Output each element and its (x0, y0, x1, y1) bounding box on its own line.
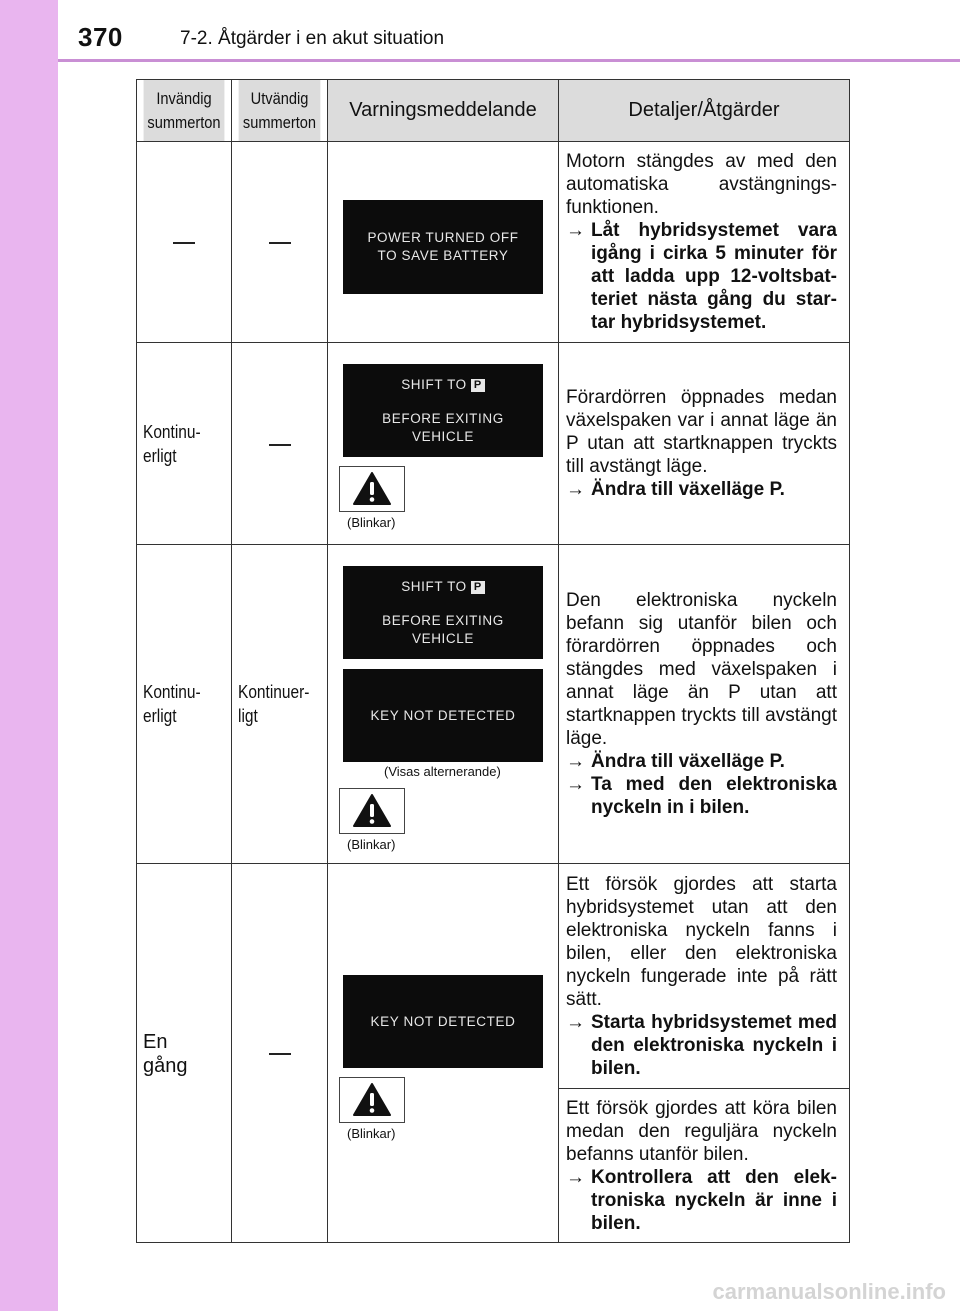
action-item: → Ändra till växelläge P. (566, 751, 785, 772)
blink-note: (Blinkar) (347, 515, 396, 530)
table-col-divider (327, 79, 328, 1243)
alternating-note: (Visas alternerande) (384, 764, 501, 779)
table-row-divider (136, 544, 850, 545)
detail-row-1: Motorn stängdes av med den automatiska avstängnings-funktionen. → Låt hybridsystemet vara igång i cirka 5 minuter för att ladda upp 12-voltsbat-teriet nästa gång du star-tar hybridsystemet. (566, 151, 837, 333)
none-dash (269, 1053, 291, 1055)
none-dash (269, 242, 291, 244)
table-border-left (136, 79, 137, 1243)
warning-screen-power-off: POWER TURNED OFF TO SAVE BATTERY (343, 200, 543, 294)
none-dash (269, 444, 291, 446)
table-border-top (136, 79, 850, 80)
warning-screen-key-not-detected: KEY NOT DETECTED (343, 975, 543, 1068)
warning-triangle-icon (339, 1077, 405, 1123)
header-rule (58, 59, 960, 62)
none-dash (173, 242, 195, 244)
warning-screen-shift-to-p: SHIFT TO P BEFORE EXITING VEHICLE (343, 566, 543, 659)
inner-buzzer-row-2: Kontinu- erligt (143, 422, 201, 466)
action-item: → Ändra till växelläge P. (566, 479, 785, 500)
arrow-icon: → (566, 751, 585, 772)
blink-note: (Blinkar) (347, 1126, 396, 1141)
col-header-inner-buzzer: Invändig summerton (144, 80, 225, 141)
col-header-outer-buzzer: Utvändig summerton (239, 80, 321, 141)
arrow-icon: → (566, 220, 585, 241)
warning-screen-key-not-detected: KEY NOT DETECTED (343, 669, 543, 762)
watermark: carmanualsonline.info (712, 1279, 946, 1304)
inner-buzzer-row-3: Kontinu- erligt (143, 682, 201, 726)
arrow-icon: → (566, 774, 585, 795)
detail-row-3: Den elektroniska nyckeln befann sig utanför bilen och förardörren öppnades och stängdes med växelspaken i annat läge än P utan att startknappen tryckts till avstängt läge. → Ändra till växelläge P. → Ta med den elektroniska nyckeln in i bilen. (566, 590, 837, 818)
arrow-icon: → (566, 1012, 585, 1033)
p-position-icon: P (471, 379, 485, 392)
action-item: → Låt hybridsystemet vara igång i cirka 5 minuter för att ladda upp 12-voltsbat-teriet nästa gång du star-tar hybridsystemet. (566, 220, 837, 333)
inner-buzzer-row-4: En gång (143, 1031, 188, 1077)
side-color-band (0, 0, 58, 1311)
table-col-divider (558, 79, 559, 1243)
warning-triangle-icon (339, 466, 405, 512)
arrow-icon: → (566, 479, 585, 500)
outer-buzzer-row-3: Kontinuer- ligt (238, 682, 310, 726)
action-item: → Ta med den elektroniska nyckeln in i bilen. (566, 774, 837, 818)
table-subrow-divider (558, 1088, 850, 1089)
blink-note: (Blinkar) (347, 837, 396, 852)
table-row-divider (136, 141, 850, 142)
table-border-bottom (136, 1242, 850, 1243)
page-number: 370 (78, 22, 123, 52)
table-row-divider (136, 863, 850, 864)
col-header-details: Detaljer/Åtgärder (559, 80, 849, 141)
detail-row-4b: Ett försök gjordes att köra bilen medan den reguljära nyckeln befanns utanför bilen. → Kontrollera att den elek-troniska nyckeln är inne i bilen. (566, 1098, 837, 1234)
col-header-warning-message: Varningsmeddelande (328, 80, 558, 141)
arrow-icon: → (566, 1167, 585, 1188)
warning-screen-shift-to-p: SHIFT TO P BEFORE EXITING VEHICLE (343, 364, 543, 457)
action-item: → Starta hybridsystemet med den elektroniska nyckeln i bilen. (566, 1012, 837, 1079)
detail-row-2: Förardörren öppnades medan växelspaken var i annat läge än P utan att startknappen tryckts till avstängt läge. → Ändra till växelläge P. (566, 387, 837, 500)
warning-triangle-icon (339, 788, 405, 834)
table-border-right (849, 79, 850, 1243)
action-item: → Kontrollera att den elek-troniska nyckeln är inne i bilen. (566, 1167, 837, 1234)
section-title: 7-2. Åtgärder i en akut situation (180, 28, 445, 49)
detail-row-4a: Ett försök gjordes att starta hybridsystemet utan att den elektroniska nyckeln fanns i bilen, eller den elektroniska nyckeln fungerade inte på rätt sätt. → Starta hybridsystemet med den elektroniska nyckeln i bilen. (566, 874, 837, 1079)
p-position-icon: P (471, 581, 485, 594)
table-col-divider (231, 79, 232, 1243)
table-row-divider (136, 342, 850, 343)
